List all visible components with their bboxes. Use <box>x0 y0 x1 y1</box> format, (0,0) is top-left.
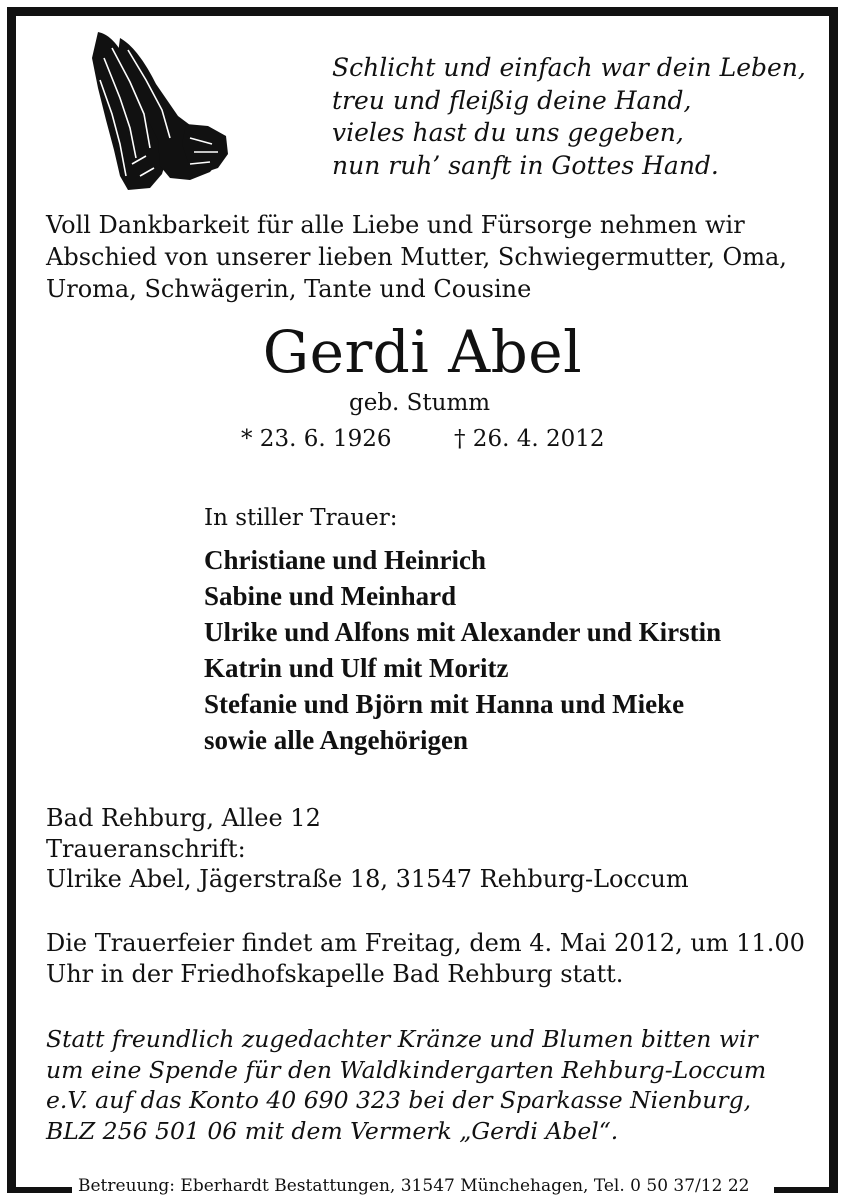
address-line: Ulrike Abel, Jägerstraße 18, 31547 Rehburg-Loccum <box>46 865 689 893</box>
donation-note <box>46 1024 798 1146</box>
intro-line: Abschied von unserer lieben Mutter, Schwiegermutter, Oma, <box>46 243 787 271</box>
praying-hands-icon <box>90 28 230 193</box>
mourners-list <box>204 542 721 758</box>
address-line: Bad Rehburg, Allee 12 <box>46 804 321 832</box>
birth-date: * 23. 6. 1926 <box>241 426 392 452</box>
donation-line: um eine Spende für den Waldkindergarten Rehburg-Loccum <box>46 1055 767 1084</box>
poem-line: nun ruh’ sanft in Gottes Hand. <box>332 150 719 180</box>
deceased-name: Gerdi Abel <box>262 318 583 386</box>
ceremony-line: Uhr in der Friedhofskapelle Bad Rehburg statt. <box>46 960 624 988</box>
poem-line: vieles hast du uns gegeben, <box>332 118 684 147</box>
donation-line: e.V. auf das Konto 40 690 323 bei der Sparkasse Nienburg, <box>46 1086 752 1114</box>
donation-line: BLZ 256 501 06 mit dem Vermerk „Gerdi Abel“. <box>46 1116 619 1145</box>
maiden-name: geb. Stumm <box>349 390 491 416</box>
address-block <box>46 803 689 895</box>
intro-text <box>46 209 798 305</box>
ceremony-line: Die Trauerfeier findet am Freitag, dem 4. Mai 2012, um 11.00 <box>46 929 805 957</box>
poem-line: treu und fleißig deine Hand, <box>332 85 692 115</box>
ceremony-info <box>46 928 805 990</box>
mourning-label: In stiller Trauer: <box>204 505 398 531</box>
mourner-entry: sowie alle Angehörigen <box>204 725 468 755</box>
death-date: † 26. 4. 2012 <box>454 426 605 452</box>
mourner-entry: Ulrike und Alfons mit Alexander und Kirstin <box>204 617 722 647</box>
mourner-entry: Christiane und Heinrich <box>204 545 487 575</box>
funeral-home-footer: Betreuung: Eberhardt Bestattungen, 31547 Münchehagen, Tel. 0 50 37/12 22 <box>72 1174 774 1200</box>
mourner-entry: Sabine und Meinhard <box>204 581 457 611</box>
intro-line: Uroma, Schwägerin, Tante und Cousine <box>46 275 532 303</box>
poem <box>332 52 806 182</box>
mourner-entry: Katrin und Ulf mit Moritz <box>204 653 509 683</box>
intro-line: Voll Dankbarkeit für alle Liebe und Fürsorge nehmen wir <box>46 211 745 239</box>
address-line: Traueranschrift: <box>46 834 246 863</box>
donation-line: Statt freundlich zugedachter Kränze und Blumen bitten wir <box>46 1025 758 1053</box>
mourner-entry: Stefanie und Björn mit Hanna und Mieke <box>204 689 685 719</box>
poem-line: Schlicht und einfach war dein Leben, <box>332 53 806 82</box>
